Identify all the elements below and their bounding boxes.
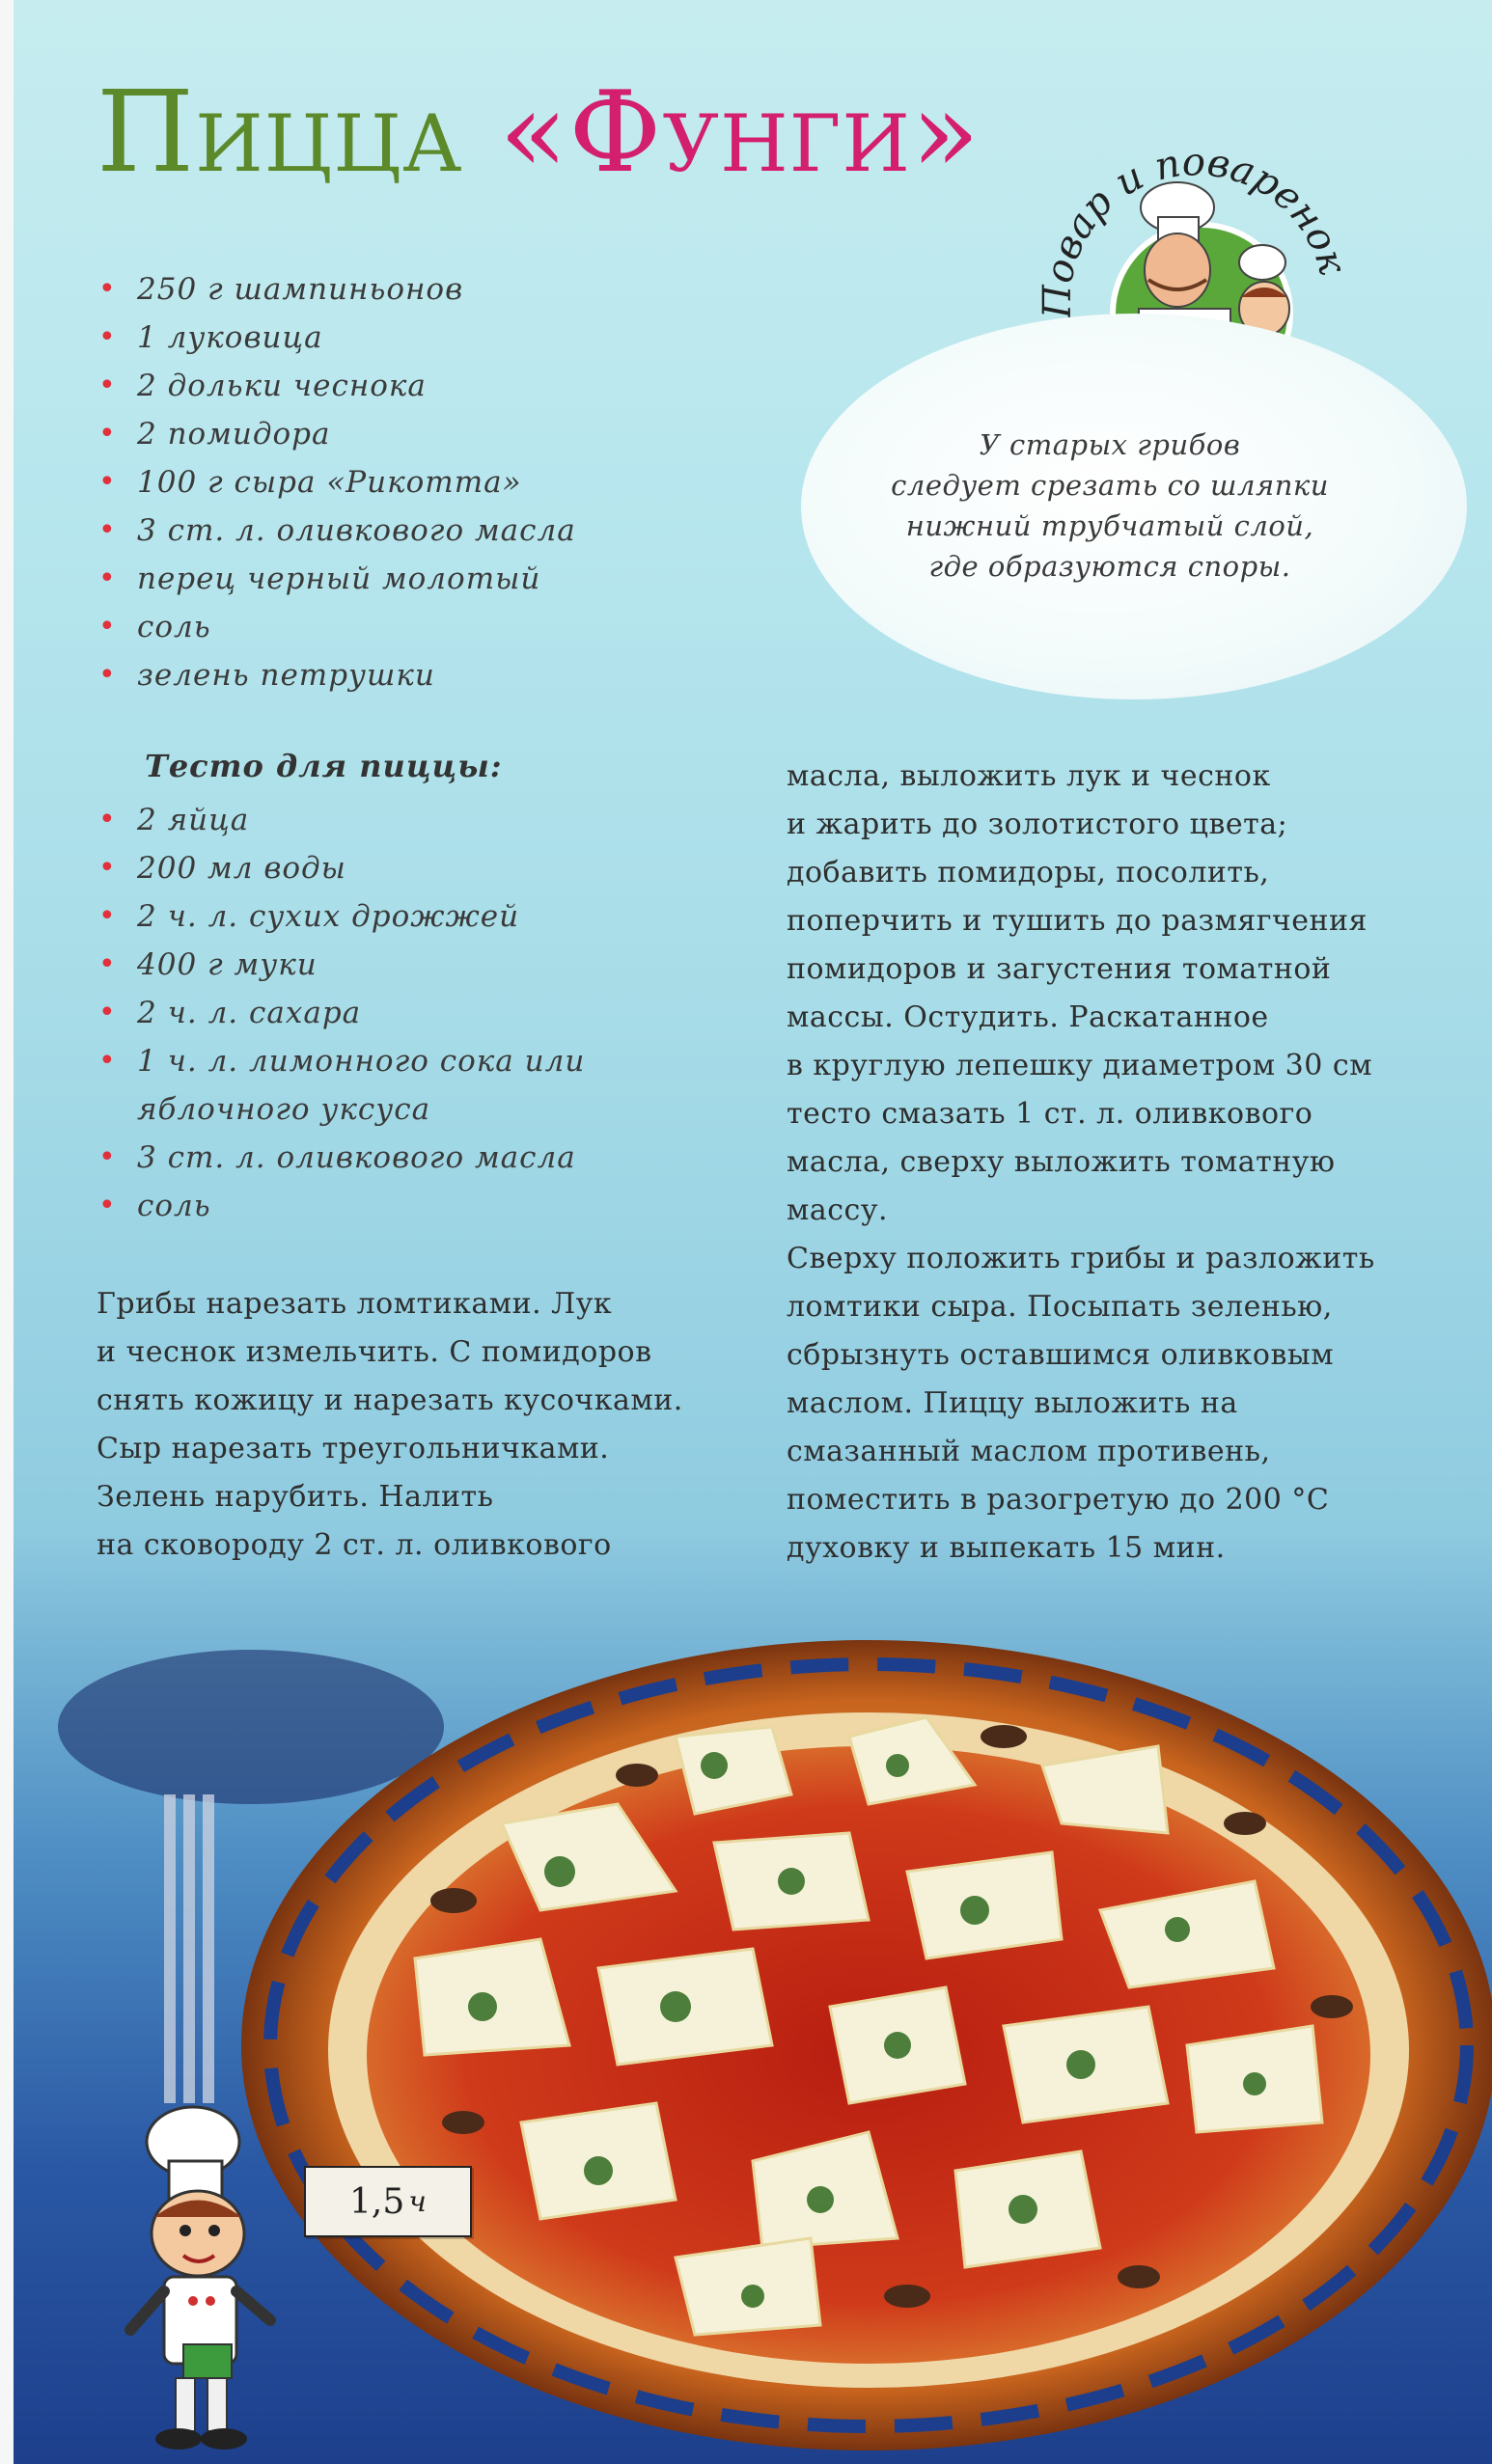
list-item: • соль xyxy=(98,1189,211,1223)
title-name: Пицца xyxy=(97,68,463,198)
title-variant: «Фунги» xyxy=(499,68,981,198)
list-item: • 3 ст. л. оливкового масла xyxy=(98,1140,576,1175)
list-item: • соль xyxy=(98,610,211,644)
little-cook-illustration xyxy=(116,2103,328,2464)
time-value: 1,5 xyxy=(349,2181,405,2222)
instructions-left-column: Грибы нарезать ломтиками. Лук и чеснок измельчить. С помидоров снять кожицу и нарезать кусочками. Сыр нарезать треугольничками. Зелень нарубить. Налить на сковороду 2 ст. л. оливкового xyxy=(97,1287,683,1562)
dough-heading: Тесто для пиццы: xyxy=(145,748,503,784)
list-item: • 1 луковица xyxy=(98,320,323,355)
time-unit: ч xyxy=(408,2184,427,2219)
cooking-time-badge xyxy=(304,2166,472,2237)
list-item-continuation: яблочного уксуса xyxy=(137,1092,431,1127)
ingredients-list xyxy=(97,265,576,699)
list-item: • 2 дольки чеснока xyxy=(98,369,427,403)
list-item: • 400 г муки xyxy=(98,947,318,982)
list-item: • перец черный молотый xyxy=(98,561,541,596)
list-item: • 2 ч. л. сухих дрожжей xyxy=(98,899,520,934)
list-item: • 200 мл воды xyxy=(98,851,346,886)
list-item: • 1 ч. л. лимонного сока или xyxy=(98,1044,586,1079)
list-item: • 2 ч. л. сахара xyxy=(98,996,362,1030)
dough-ingredients-list xyxy=(97,796,585,1230)
page-title xyxy=(97,68,981,198)
list-item: • 100 г сыра «Рикотта» xyxy=(98,465,522,500)
list-item: • 2 яйца xyxy=(98,803,250,837)
list-item: • 250 г шампиньонов xyxy=(98,272,464,307)
list-item: • зелень петрушки xyxy=(98,658,435,693)
tip-text: У старых грибов следует срезать со шляпки нижний трубчатый слой, где образуются споры. xyxy=(891,428,1329,583)
list-item: • 2 помидора xyxy=(98,417,331,452)
instructions-right-column: масла, выложить лук и чеснок и жарить до золотистого цвета; добавить помидоры, посолить, поперчить и тушить до размягчения помидоров и загустения томатной массы. Остудить. Раскатанное в круглую лепешку диаметром 30 см тесто смазать 1 ст. л. оливкового масла, сверху выложить томатную массу. Сверху положить грибы и разложить ломтики сыра. Посыпать зеленью, сбрызнуть оставшимся оливковым маслом. Пиццу выложить на смазанный маслом противень, поместить в разогретую до 200 °С духовку и выпекать 15 мин. xyxy=(787,759,1375,1565)
logo-text: Повар и поваренок xyxy=(1035,140,1355,319)
list-item: • 3 ст. л. оливкового масла xyxy=(98,513,576,548)
